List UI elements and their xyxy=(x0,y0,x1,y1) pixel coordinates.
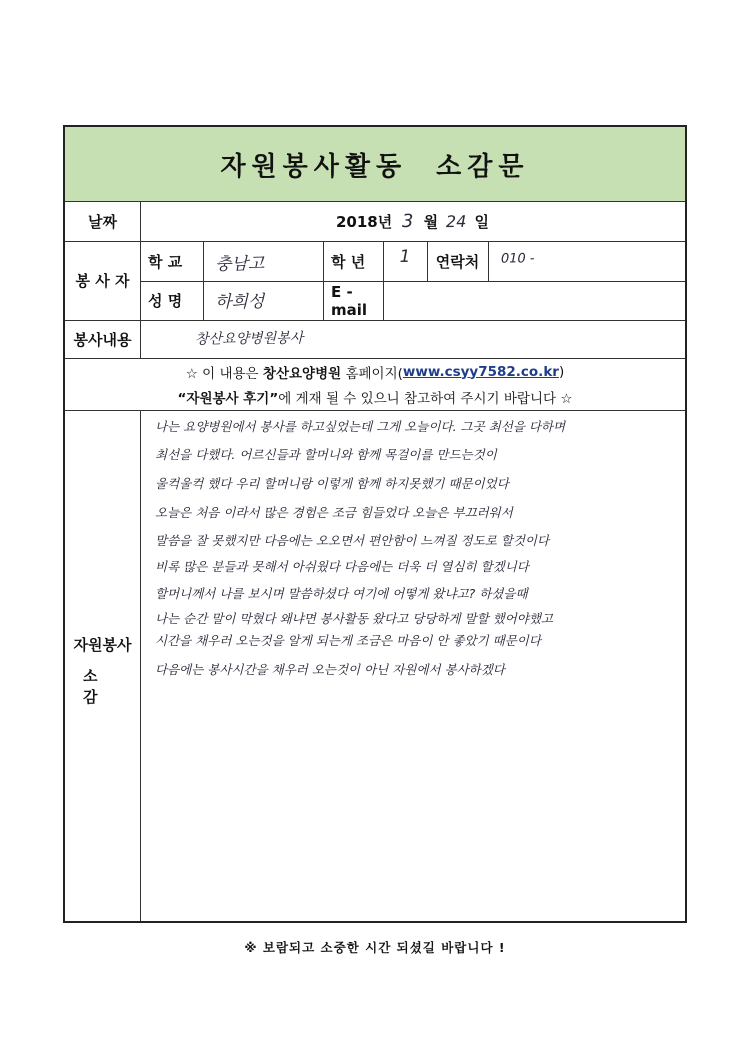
volunteer-form xyxy=(63,125,687,923)
review-section-name: “자원봉사 후기” xyxy=(177,390,279,407)
grade-value: 1 xyxy=(399,246,411,268)
school-value: 충남고 xyxy=(214,254,265,275)
impression-line: 나는 순간 말이 막혔다 왜냐면 봉사활동 왔다고 당당하게 말할 했어야했고 xyxy=(155,611,554,626)
divider xyxy=(65,410,685,411)
contact-label: 연락처 xyxy=(435,252,480,271)
date-year: 2018년 xyxy=(335,212,393,231)
name-label: 성 명 xyxy=(148,292,183,310)
name-value: 하희성 xyxy=(214,292,265,313)
impression-line: 최선을 다했다. 어르신들과 할머니와 함께 목걸이를 만드는것이 xyxy=(155,447,497,462)
impression-line: 시간을 채우러 오는것을 알게 되는게 조금은 마음이 안 좋았기 때문이다 xyxy=(155,633,541,648)
notice-line-1 xyxy=(65,362,685,382)
date-month-value: 3 xyxy=(402,210,414,232)
impression-line: 할머니께서 나를 보시며 말씀하셨다 여기에 어떻게 왔냐고? 하셨을때 xyxy=(155,586,528,601)
divider xyxy=(140,410,141,921)
impression-line: 나는 요양병원에서 봉사를 하고싶었는데 그게 오늘이다. 그곳 최선을 다하며 xyxy=(155,419,566,434)
impression-line: 말씀을 잘 못했지만 다음에는 오오면서 편안함이 느껴질 정도로 할것이다 xyxy=(155,533,550,548)
divider xyxy=(488,241,489,281)
date-label: 날짜 xyxy=(88,212,117,231)
homepage-link[interactable]: www.csyy7582.co.kr xyxy=(402,363,559,380)
date-value xyxy=(140,201,685,241)
date-day-value: 24 xyxy=(446,211,467,231)
content-label: 봉사내용 xyxy=(73,330,132,349)
notice-text: ) xyxy=(558,363,565,380)
email-label: E -mail xyxy=(331,282,368,319)
impression-line: 오늘은 처음 이라서 많은 경험은 조금 힘들었다 오늘은 부끄러워서 xyxy=(155,505,513,520)
divider xyxy=(203,241,204,320)
impression-label-line: 자원봉사 xyxy=(73,636,132,654)
date-day-unit: 일 xyxy=(474,212,490,231)
impression-label xyxy=(65,410,140,921)
email-value xyxy=(383,281,683,320)
notice-text: 홈페이지( xyxy=(345,365,403,382)
volunteer-label: 봉 사 자 xyxy=(75,272,130,290)
impression-label-line: 소 감 xyxy=(83,667,116,706)
date-month-unit: 월 xyxy=(423,212,439,231)
grade-label: 학 년 xyxy=(331,252,366,271)
impression-line: 비록 많은 분들과 못해서 아쉬웠다 다음에는 더욱 더 열심히 할겠니다 xyxy=(155,559,529,574)
impression-line: 울컥울컥 했다 우리 할머니랑 이렇게 함께 하지못했기 때문이었다 xyxy=(155,476,509,491)
notice-text: 에 게재 될 수 있으니 참고하여 주시기 바랍니다 ☆ xyxy=(278,390,573,407)
notice xyxy=(65,358,685,410)
divider xyxy=(65,320,685,321)
hospital-name: 창산요양병원 xyxy=(262,365,342,382)
content-value: 창산요양병원봉사 xyxy=(194,330,304,348)
form-title: 자원봉사활동 소감문 xyxy=(65,127,685,201)
footer-message: ※ 보람되고 소중한 시간 되셨길 바랍니다 ! xyxy=(244,940,506,955)
notice-text: ☆ 이 내용은 xyxy=(185,365,259,382)
school-label: 학 교 xyxy=(148,252,183,271)
contact-value: 010 - xyxy=(500,251,535,267)
impression-line: 다음에는 봉사시간을 채우러 오는것이 아닌 자원에서 봉사하겠다 xyxy=(155,662,505,677)
notice-line-2 xyxy=(65,387,685,407)
